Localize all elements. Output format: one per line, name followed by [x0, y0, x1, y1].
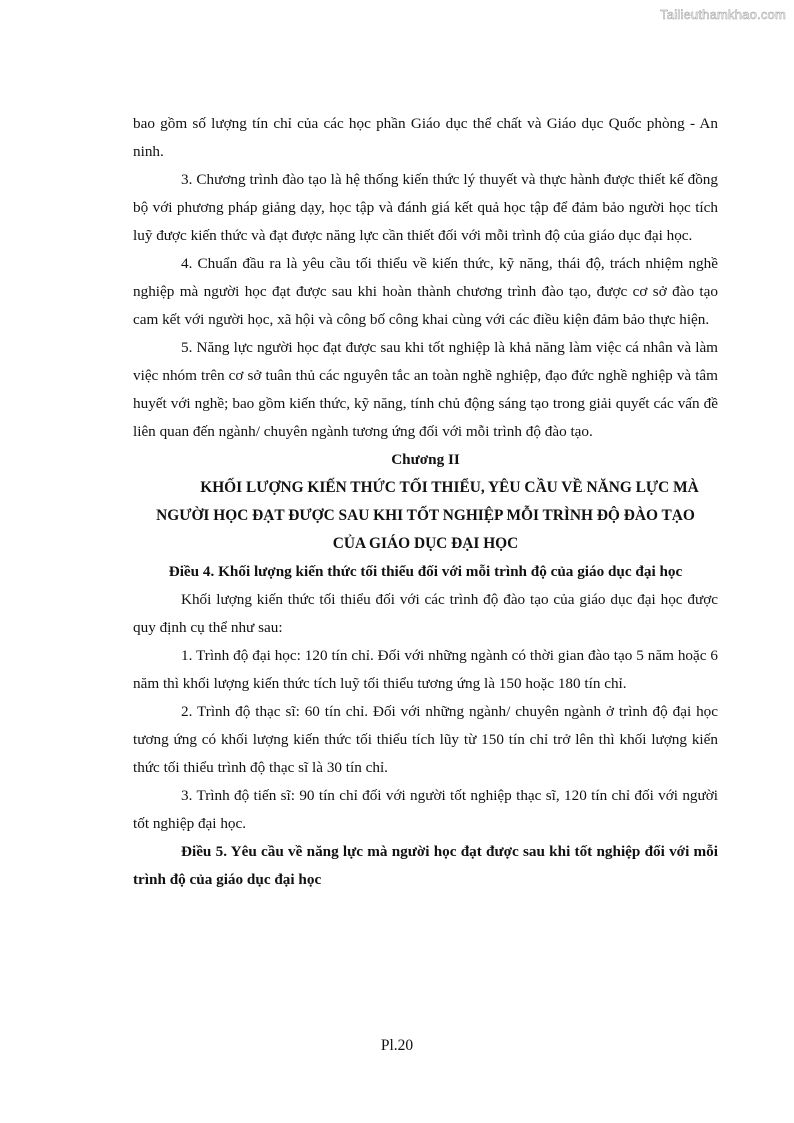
watermark: Tailieuthamkhao.com — [660, 7, 786, 22]
paragraph-item-3: 3. Chương trình đào tạo là hệ thống kiến thức lý thuyết và thực hành được thiết kế đồng bộ với phương pháp giảng dạy, học tập và đánh giá kết quả học tập để đảm bảo người học tích luỹ được kiến thức và đạt được năng lực cần thiết đối với mỗi trình độ của giáo dục đại học. — [133, 171, 718, 244]
article-4-intro: Khối lượng kiến thức tối thiểu đối với các trình độ đào tạo của giáo dục đại học được quy định cụ thể như sau: — [133, 591, 718, 636]
article-4-title: Điều 4. Khối lượng kiến thức tối thiểu đối với mỗi trình độ của giáo dục đại học — [168, 563, 683, 580]
document-body — [133, 110, 718, 894]
paragraph-item-5: 5. Năng lực người học đạt được sau khi tốt nghiệp là khả năng làm việc cá nhân và làm việc nhóm trên cơ sở tuân thủ các nguyên tắc an toàn nghề nghiệp, đạo đức nghề nghiệp và tâm huyết với nghề; bao gồm kiến thức, kỹ năng, tính chủ động sáng tạo trong giải quyết các vấn đề liên quan đến ngành/ chuyên ngành tương ứng đối với mỗi trình độ đào tạo. — [133, 339, 718, 440]
paragraph-continuation: bao gồm số lượng tín chỉ của các học phần Giáo dục thể chất và Giáo dục Quốc phòng - An ninh. — [133, 115, 718, 160]
chapter-title: Chương II — [391, 451, 460, 468]
paragraph-item-4: 4. Chuẩn đầu ra là yêu cầu tối thiểu về kiến thức, kỹ năng, thái độ, trách nhiệm nghề nghiệp mà người học đạt được sau khi hoàn thành chương trình đào tạo, được cơ sở đào tạo cam kết với người học, xã hội và công bố công khai cùng với các điều kiện đảm bảo thực hiện. — [133, 255, 718, 328]
chapter-heading-line-2: NGƯỜI HỌC ĐẠT ĐƯỢC SAU KHI TỐT NGHIỆP MỖI TRÌNH ĐỘ ĐÀO TẠO — [156, 507, 695, 524]
article-4-item-3: 3. Trình độ tiến sĩ: 90 tín chỉ đối với người tốt nghiệp thạc sĩ, 120 tín chỉ đối với người tốt nghiệp đại học. — [133, 787, 718, 832]
chapter-heading-line-1: KHỐI LƯỢNG KIẾN THỨC TỐI THIỂU, YÊU CẦU VỀ NĂNG LỰC MÀ — [200, 479, 699, 496]
article-5-title: Điều 5. Yêu cầu về năng lực mà người học đạt được sau khi tốt nghiệp đối với mỗi trình độ của giáo dục đại học — [133, 843, 718, 888]
chapter-heading-line-3: CỦA GIÁO DỤC ĐẠI HỌC — [332, 535, 519, 552]
article-4-item-1: 1. Trình độ đại học: 120 tín chỉ. Đối với những ngành có thời gian đào tạo 5 năm hoặc 6 năm thì khối lượng kiến thức tích luỹ tối thiểu tương ứng là 150 hoặc 180 tín chỉ. — [133, 647, 718, 692]
page-number: Pl.20 — [380, 1037, 414, 1054]
article-4-item-2: 2. Trình độ thạc sĩ: 60 tín chỉ. Đối với những ngành/ chuyên ngành ở trình độ đại học tương ứng có khối lượng kiến thức tối thiểu tích lũy từ 150 tín chỉ trở lên thì khối lượng kiến thức tối thiểu trình độ thạc sĩ là 30 tín chỉ. — [133, 703, 718, 776]
